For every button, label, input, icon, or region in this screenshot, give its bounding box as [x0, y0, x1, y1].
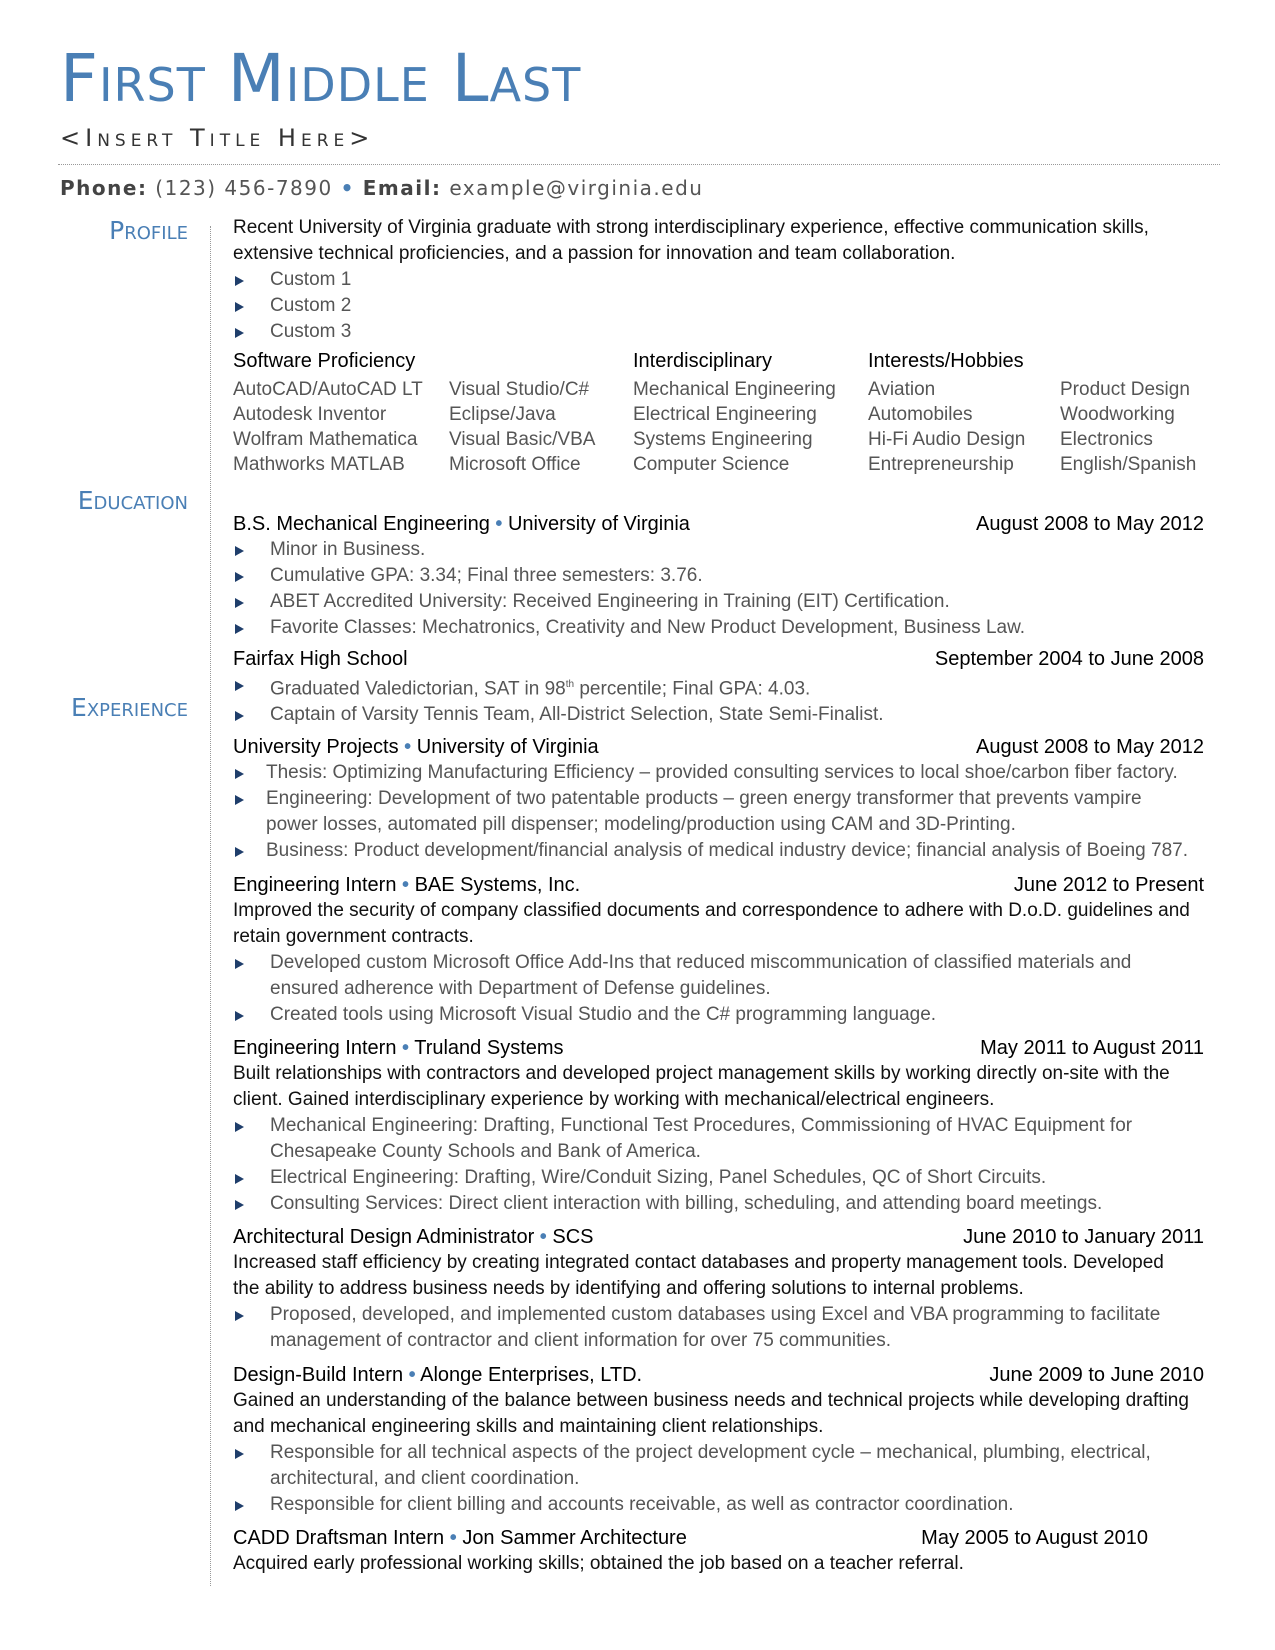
- list-item: Developed custom Microsoft Office Add-Ins that reduced miscommunication of classified materials and ensured adherence with Department of Defense guidelines.: [233, 950, 1213, 1002]
- list-item: Cumulative GPA: 3.34; Final three semesters: 3.76.: [233, 563, 1213, 589]
- bullet-arrow-icon: [235, 328, 244, 338]
- software-heading: Software Proficiency: [233, 350, 416, 372]
- profile-summary: Recent University of Virginia graduate with strong interdisciplinary experience, effective communication skills,: [233, 217, 1149, 238]
- bullet-arrow-icon: [235, 1449, 244, 1459]
- experience-dates: May 2011 to August 2011: [980, 1037, 1204, 1059]
- education-heading: B.S. Mechanical Engineering • University of Virginia: [233, 513, 690, 535]
- bullet-arrow-icon: [235, 302, 244, 312]
- hobbies-list: Aviation Automobiles Hi-Fi Audio Design Entrepreneurship: [868, 379, 1026, 475]
- bullet-arrow-icon: [235, 959, 244, 969]
- list-item: Responsible for client billing and accounts receivable, as well as contractor coordination.: [233, 1492, 1213, 1518]
- experience-body: [233, 1388, 1213, 1518]
- experience-description: Improved the security of company classified documents and correspondence to adhere with D.o.D. guidelines and retain government contracts.: [233, 900, 1190, 947]
- bullet-arrow-icon: [235, 1200, 244, 1210]
- education-heading: Fairfax High School: [233, 648, 408, 670]
- bullet-arrow-icon: [235, 769, 244, 779]
- list-item: Proposed, developed, and implemented custom databases using Excel and VBA programming to facilitate management of contractor and client information for over 75 communities.: [233, 1302, 1213, 1354]
- list-item: Electrical Engineering: Drafting, Wire/Conduit Sizing, Panel Schedules, QC of Short Circuits.: [233, 1165, 1213, 1191]
- bullet-arrow-icon: [235, 624, 244, 634]
- experience-body: [233, 1061, 1213, 1217]
- experience-heading: Design-Build Intern • Alonge Enterprises, LTD.: [233, 1364, 643, 1386]
- resume-name: First Middle Last: [60, 40, 582, 117]
- experience-dates: August 2008 to May 2012: [976, 736, 1204, 758]
- contact-line: [60, 176, 703, 200]
- list-item: Graduated Valedictorian, SAT in 98th percentile; Final GPA: 4.03.: [233, 672, 1213, 702]
- education-dates: September 2004 to June 2008: [934, 648, 1204, 670]
- experience-description: Increased staff efficiency by creating integrated contact databases and property management tools. Developed the ability to address business needs by identifying and offering solutions to internal problems.: [233, 1252, 1164, 1299]
- email-value: example@virginia.edu: [449, 176, 704, 200]
- experience-body: [233, 898, 1213, 1028]
- bullet-arrow-icon: [235, 1011, 244, 1021]
- experience-body: [233, 1551, 1213, 1577]
- list-item: Engineering: Development of two patentable products – green energy transformer that prevents vampire power losses, automated pill dispenser; modeling/production using CAM and 3D-Printing.: [233, 786, 1213, 838]
- email-label: Email:: [362, 176, 442, 200]
- experience-dates: June 2009 to June 2010: [989, 1364, 1204, 1386]
- section-education: Education: [77, 486, 188, 515]
- section-profile: Profile: [109, 216, 188, 245]
- experience-dates: June 2012 to Present: [1013, 874, 1204, 896]
- bullet-arrow-icon: [235, 847, 244, 857]
- experience-heading: University Projects • University of Virginia: [233, 736, 599, 758]
- experience-description: Gained an understanding of the balance between business needs and technical projects while developing drafting and mechanical engineering skills and maintaining client relationships.: [233, 1390, 1189, 1437]
- software-list: Visual Studio/C# Eclipse/Java Visual Basic/VBA Microsoft Office: [449, 379, 596, 475]
- experience-body: [233, 1250, 1213, 1354]
- separator-dot: •: [340, 176, 355, 200]
- hobbies-heading: Interests/Hobbies: [868, 350, 1024, 372]
- list-item: Mechanical Engineering: Drafting, Functional Test Procedures, Commissioning of HVAC Equipment for Chesapeake County Schools and Bank of America.: [233, 1113, 1213, 1165]
- list-item: ABET Accredited University: Received Engineering in Training (EIT) Certification.: [233, 589, 1213, 615]
- bullet-arrow-icon: [235, 681, 244, 691]
- bullet-arrow-icon: [235, 711, 244, 721]
- list-item: Consulting Services: Direct client interaction with billing, scheduling, and attending board meetings.: [233, 1191, 1213, 1217]
- bullet-arrow-icon: [235, 598, 244, 608]
- experience-description: Acquired early professional working skills; obtained the job based on a teacher referral.: [233, 1553, 964, 1574]
- list-item: Created tools using Microsoft Visual Studio and the C# programming language.: [233, 1002, 1213, 1028]
- experience-description: Built relationships with contractors and developed project management skills by working directly on-site with the client. Gained interdisciplinary experience by working with mechanical/electrical engineers.: [233, 1063, 1170, 1110]
- experience-heading: Engineering Intern • BAE Systems, Inc.: [233, 874, 581, 896]
- list-item: Favorite Classes: Mechatronics, Creativity and New Product Development, Business Law.: [233, 615, 1213, 641]
- section-experience: Experience: [71, 693, 188, 722]
- experience-heading: Engineering Intern • Truland Systems: [233, 1037, 564, 1059]
- experience-dates: June 2010 to January 2011: [963, 1226, 1204, 1248]
- bullet-arrow-icon: [235, 1501, 244, 1511]
- list-item: Thesis: Optimizing Manufacturing Efficiency – provided consulting services to local shoe/carbon fiber factory.: [233, 760, 1213, 786]
- bullet-arrow-icon: [235, 795, 244, 805]
- bullet-arrow-icon: [235, 1174, 244, 1184]
- header-divider: [58, 164, 1220, 165]
- bullet-arrow-icon: [235, 1122, 244, 1132]
- list-item: Business: Product development/financial analysis of medical industry device; financial analysis of Boeing 787.: [233, 838, 1213, 864]
- experience-bullets: [233, 760, 1213, 864]
- education-bullets: [233, 537, 1213, 641]
- profile-bullet: Custom 2: [233, 293, 1213, 319]
- interdisciplinary-heading: Interdisciplinary: [633, 350, 772, 372]
- list-item: Minor in Business.: [233, 537, 1213, 563]
- phone-value: (123) 456-7890: [155, 176, 333, 200]
- experience-heading: CADD Draftsman Intern • Jon Sammer Architecture: [233, 1527, 687, 1549]
- bullet-arrow-icon: [235, 276, 244, 286]
- bullet-arrow-icon: [235, 572, 244, 582]
- list-item: Responsible for all technical aspects of the project development cycle – mechanical, plumbing, electrical, architectural, and client coordination.: [233, 1440, 1213, 1492]
- bullet-arrow-icon: [235, 546, 244, 556]
- education-dates: August 2008 to May 2012: [976, 513, 1204, 535]
- resume-title: <Insert Title Here>: [60, 124, 375, 152]
- profile-bullet: Custom 3: [233, 319, 1213, 345]
- hobbies-list: Product Design Woodworking Electronics English/Spanish: [1060, 379, 1197, 475]
- phone-label: Phone:: [60, 176, 148, 200]
- profile-bullet: Custom 1: [233, 267, 1213, 293]
- profile-block: [233, 215, 1213, 345]
- list-item: Captain of Varsity Tennis Team, All-District Selection, State Semi-Finalist.: [233, 702, 1213, 728]
- experience-dates: May 2005 to August 2010: [921, 1527, 1148, 1549]
- software-list: AutoCAD/AutoCAD LT Autodesk Inventor Wolfram Mathematica Mathworks MATLAB: [233, 379, 423, 475]
- education-bullets: [233, 672, 1213, 728]
- profile-summary: extensive technical proficiencies, and a passion for innovation and team collaboration.: [233, 243, 956, 264]
- interdisciplinary-list: Mechanical Engineering Electrical Engineering Systems Engineering Computer Science: [633, 379, 836, 475]
- experience-heading: Architectural Design Administrator • SCS: [233, 1226, 594, 1248]
- bullet-arrow-icon: [235, 1311, 244, 1321]
- section-divider: [210, 226, 211, 1586]
